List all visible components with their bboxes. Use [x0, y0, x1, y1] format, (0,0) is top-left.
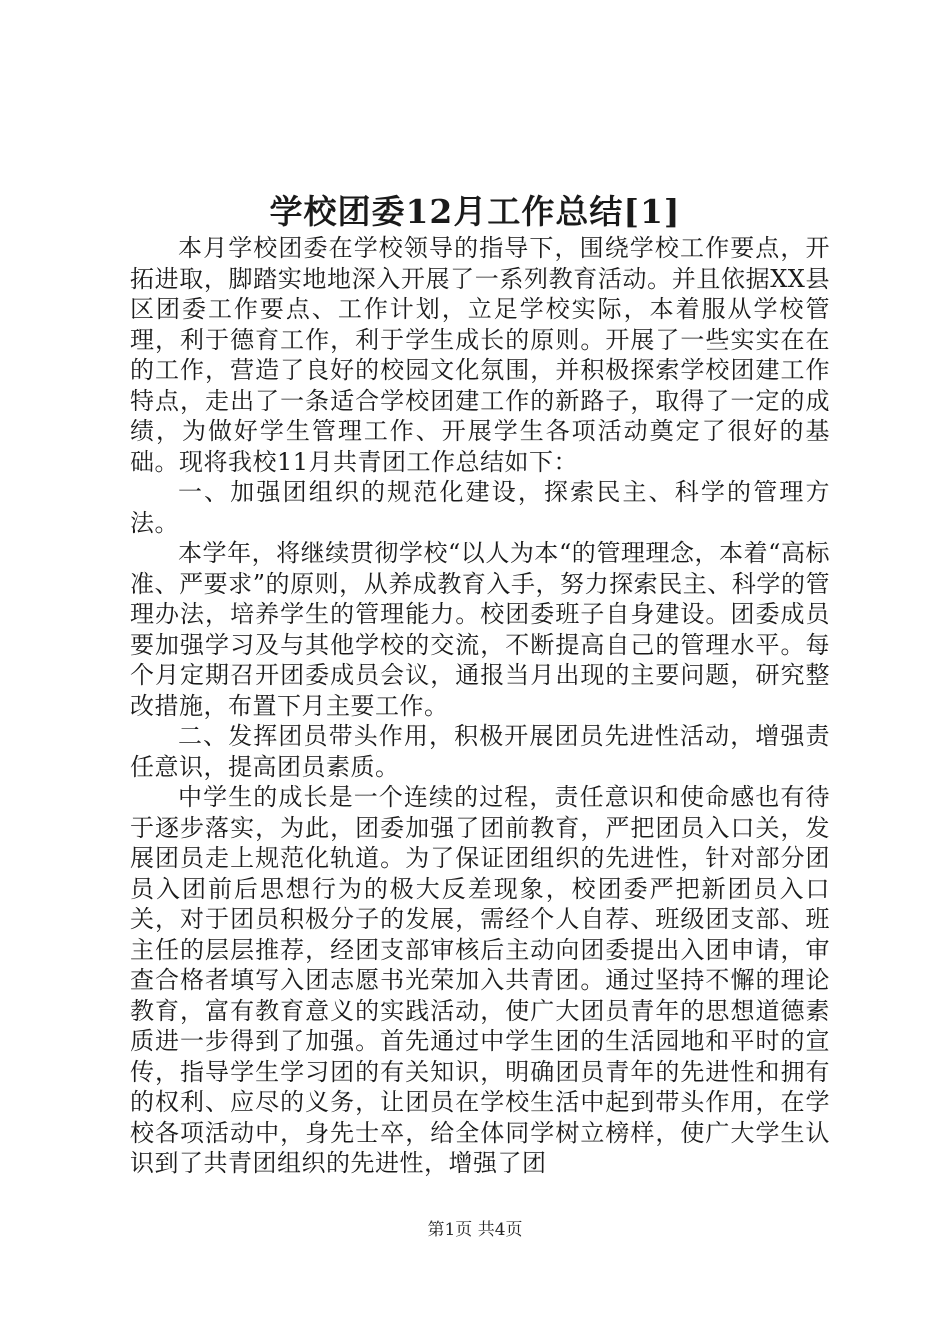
- section-heading-1: 一、加强团组织的规范化建设，探索民主、科学的管理方法。: [130, 478, 830, 537]
- document-title: 学校团委12月工作总结[1]: [269, 192, 681, 231]
- page-footer: 第1页 共4页: [427, 1220, 523, 1240]
- section-heading-2: 二、发挥团员带头作用，积极开展团员先进性活动，增强责任意识，提高团员素质。: [130, 722, 830, 781]
- paragraph-section-1: 本学年，将继续贯彻学校“以人为本“的管理理念，本着“高标准、严要求”的原则，从养成教育入手，努力探索民主、科学的管理办法，培养学生的管理能力。校团委班子自身建设。团委成员要加强学习及与其他学校的交流，不断提高自己的管理水平。每个月定期召开团委成员会议，通报当月出现的主要问题，研究整改措施，布置下月主要工作。: [130, 539, 830, 720]
- paragraph-intro: 本月学校团委在学校领导的指导下，围绕学校工作要点，开拓进取，脚踏实地地深入开展了一系列教育活动。并且依据XX县区团委工作要点、工作计划，立足学校实际，本着服从学校管理，利于德育工作，利于学生成长的原则。开展了一些实实在在的工作，营造了良好的校园文化氛围，并积极探索学校团建工作特点，走出了一条适合学校团建工作的新路子，取得了一定的成绩，为做好学生管理工作、开展学生各项活动奠定了很好的基础。现将我校11月共青团工作总结如下：: [130, 234, 830, 476]
- paragraph-section-2: 中学生的成长是一个连续的过程，责任意识和使命感也有待于逐步落实，为此，团委加强了团前教育，严把团员入口关，发展团员走上规范化轨道。为了保证团组织的先进性，针对部分团员入团前后思想行为的极大反差现象，校团委严把新团员入口关，对于团员积极分子的发展，需经个人自荐、班级团支部、班主任的层层推荐，经团支部审核后主动向团委提出入团申请，审查合格者填写入团志愿书光荣加入共青团。通过坚持不懈的理论教育，富有教育意义的实践活动，使广大团员青年的思想道德素质进一步得到了加强。首先通过中学生团的生活园地和平时的宣传，指导学生学习团的有关知识，明确团员青年的先进性和拥有的权利、应尽的义务，让团员在学校生活中起到带头作用，在学校各项活动中，身先士卒，给全体同学树立榜样，使广大学生认识到了共青团组织的先进性，增强了团: [130, 783, 830, 1177]
- document-body: [130, 233, 830, 1179]
